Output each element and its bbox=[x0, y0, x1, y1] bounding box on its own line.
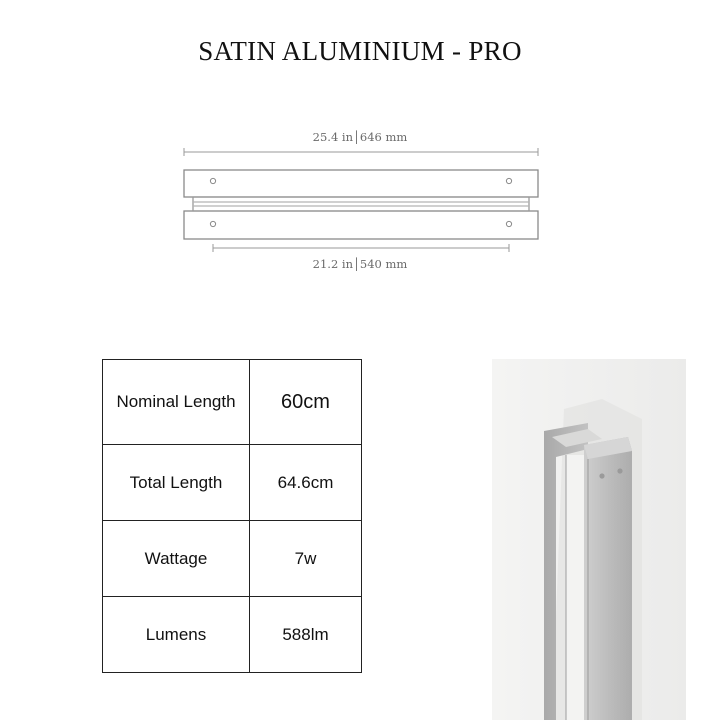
table-row bbox=[103, 445, 362, 521]
spec-value: 64.6cm bbox=[250, 445, 362, 521]
table-row bbox=[103, 597, 362, 673]
dimension-drawing bbox=[0, 0, 720, 290]
page-title: SATIN ALUMINIUM - PRO bbox=[198, 36, 522, 66]
overall-dimension-label: 25.4 in│646 mm bbox=[312, 130, 408, 144]
product-photo bbox=[492, 359, 686, 720]
spec-label: Total Length bbox=[103, 445, 250, 521]
spec-label: Lumens bbox=[103, 597, 250, 673]
fixture-outline bbox=[184, 170, 538, 239]
spec-value: 588lm bbox=[250, 597, 362, 673]
spec-value: 60cm bbox=[250, 360, 362, 445]
spec-value: 7w bbox=[250, 521, 362, 597]
mounting-dimension-label: 21.2 in│540 mm bbox=[312, 257, 408, 271]
table-row bbox=[103, 521, 362, 597]
mounting-dimension-line bbox=[213, 244, 509, 252]
overall-dimension-line bbox=[184, 148, 538, 156]
table-row bbox=[103, 360, 362, 445]
specifications-table bbox=[102, 359, 362, 673]
spec-label: Nominal Length bbox=[103, 360, 250, 445]
spec-label: Wattage bbox=[103, 521, 250, 597]
